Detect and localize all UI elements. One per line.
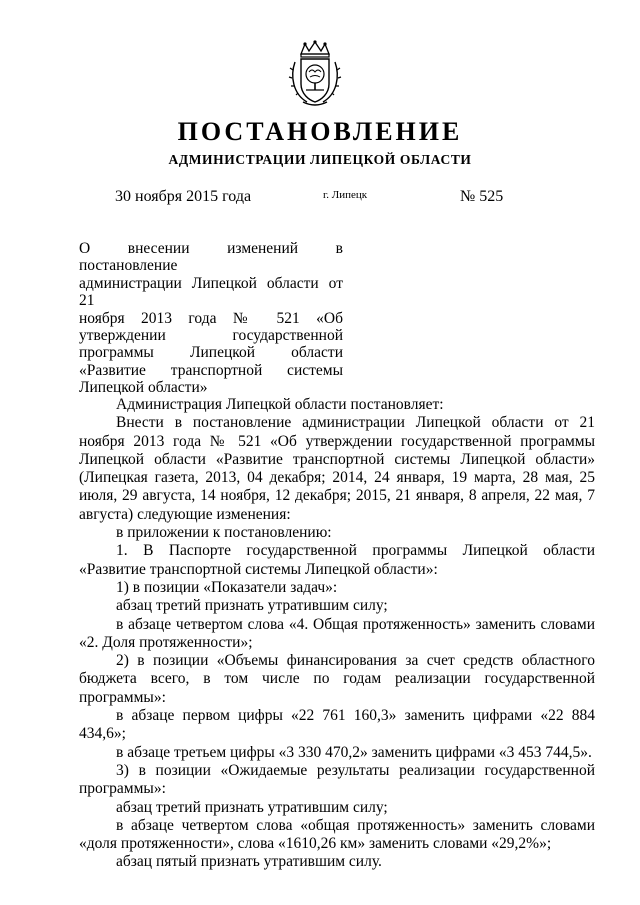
subject-line: Липецкой области» <box>79 379 208 397</box>
body-paragraph: в абзаце третьем цифры «3 330 470,2» заменить цифрами «3 453 744,5». <box>116 743 592 761</box>
body-paragraph: Внести в постановление администрации Липецкой области от 21 ноября 2013 года № 521 «Об утверждении государственной программы Липецкой области «Развитие транспортной системы Липецкой области» (Липецкая газета, 2013, 04 декабря; 2014, 24 января, 19 марта, 28 мая, 25 июля, 29 августа, 14 ноября, 12 декабря; 2015, 21 января, 8 апреля, 22 мая, 7 августа) следующие изменения: <box>79 414 595 523</box>
body-paragraph: абзац третий признать утратившим силу; <box>116 597 388 615</box>
subject-line: программы Липецкой области <box>79 344 343 362</box>
body-paragraph: Администрация Липецкой области постановляет: <box>116 396 444 413</box>
document-title: ПОСТАНОВЛЕНИЕ <box>177 117 463 146</box>
body-paragraph: 2) в позиции «Объемы финансирования за счет средств областного бюджета всего, в том числе по годам реализации государственной программы»: <box>79 652 595 706</box>
subject-line: «Развитие транспортной системы <box>79 361 343 379</box>
document-date: 30 ноября 2015 года <box>115 188 252 205</box>
subject-line: утверждении государственной <box>79 327 343 345</box>
subject-line: администрации Липецкой области от 21 <box>79 274 343 310</box>
body-paragraph: 3) в позиции «Ожидаемые результаты реализации государственной программы»: <box>79 761 595 798</box>
subject-line: ноября 2013 года № 521 «Об <box>79 309 343 327</box>
body-paragraph: в абзаце первом цифры «22 761 160,3» заменить цифрами «22 884 434,6»; <box>79 707 595 743</box>
body-paragraph: в приложении к постановлению: <box>116 524 332 542</box>
body-paragraph: абзац пятый признать утратившим силу. <box>116 853 382 871</box>
document-issuer: АДМИНИСТРАЦИИ ЛИПЕЦКОЙ ОБЛАСТИ <box>168 152 472 167</box>
coat-of-arms-icon <box>287 40 343 108</box>
body-paragraph: 1. В Паспорте государственной программы Липецкой области «Развитие транспортной системы Липецкой области»: <box>79 542 595 578</box>
document-city: г. Липецк <box>323 189 368 201</box>
body-paragraph: абзац третий признать утратившим силу; <box>116 798 388 816</box>
subject-line: О внесении изменений в постановление <box>79 240 343 275</box>
document-number: № 525 <box>460 188 504 205</box>
document-subject <box>79 240 343 397</box>
body-paragraph: в абзаце четвертом слова «общая протяженность» заменить словами «доля протяженности», слова «1610,26 км» заменить словами «29,2%»; <box>79 816 595 853</box>
body-paragraph: в абзаце четвертом слова «4. Общая протяженность» заменить словами «2. Доля протяженности»; <box>79 615 595 651</box>
document-body <box>79 396 595 872</box>
body-paragraph: 1) в позиции «Показатели задач»: <box>116 578 338 596</box>
